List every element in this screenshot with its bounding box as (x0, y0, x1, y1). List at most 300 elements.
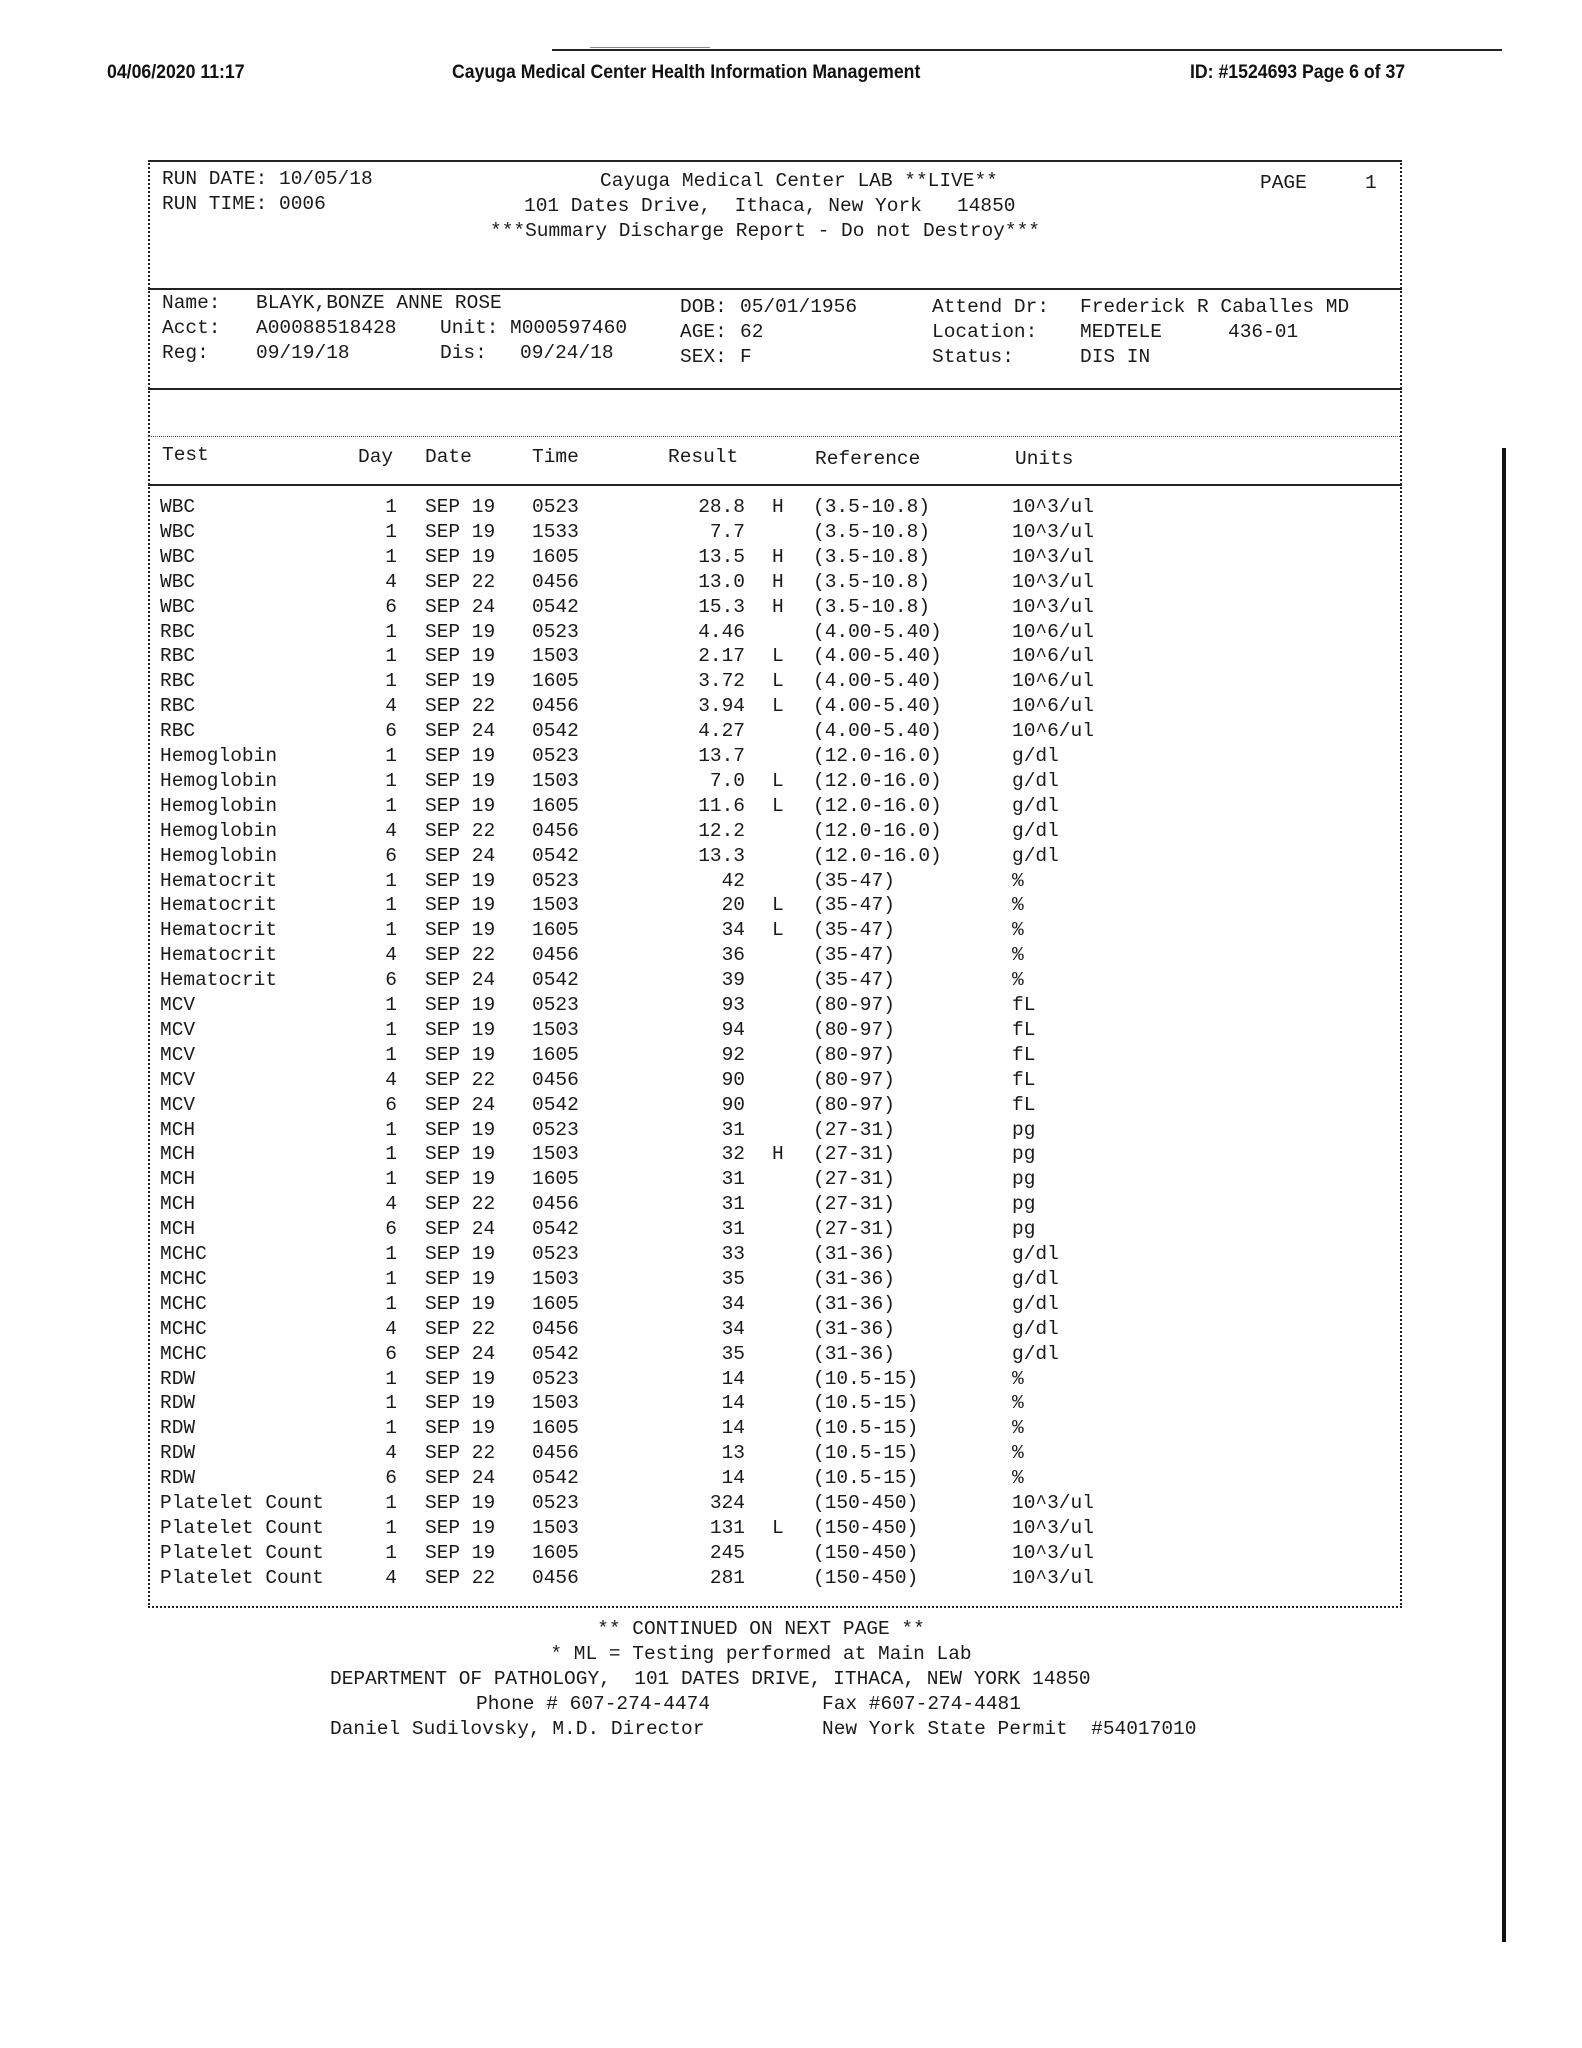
cell-result: 13.5 (698, 545, 745, 568)
cell-time: 0523 (532, 496, 579, 518)
cell-test: MCHC (160, 1342, 207, 1365)
table-row (0, 1044, 1582, 1069)
cell-time: 1605 (532, 1541, 579, 1564)
cell-result: 34 (721, 919, 745, 942)
table-row (0, 1019, 1582, 1044)
cell-time: 1503 (532, 1143, 579, 1166)
cell-day: 1 (385, 1541, 397, 1564)
cell-day: 1 (385, 1492, 397, 1514)
table-row (0, 1094, 1582, 1119)
table-row (0, 994, 1582, 1019)
cell-test: Hematocrit (160, 969, 278, 992)
cell-date: SEP 19 (425, 1492, 496, 1514)
cell-date: SEP 22 (425, 819, 496, 842)
cell-time: 0542 (532, 969, 579, 992)
cell-date: SEP 24 (425, 1218, 496, 1241)
cell-date: SEP 22 (425, 1068, 496, 1091)
table-row (0, 1343, 1582, 1368)
cell-test: MCH (160, 1143, 196, 1166)
patient-name: BLAYK,BONZE ANNE ROSE (256, 292, 502, 314)
sex-label: SEX: (680, 346, 727, 368)
cell-test: RBC (160, 695, 196, 718)
cell-day: 1 (385, 919, 397, 942)
cell-time: 0523 (532, 994, 579, 1016)
cell-date: SEP 19 (425, 1267, 496, 1290)
cell-test: MCHC (160, 1267, 207, 1290)
cell-units: 10^6/ul (1012, 620, 1094, 643)
table-row (0, 1392, 1582, 1417)
cell-day: 6 (385, 1467, 397, 1490)
cell-day: 1 (385, 520, 397, 543)
cell-result: 4.27 (698, 720, 745, 743)
cell-test: Hemoglobin (160, 844, 278, 867)
cell-date: SEP 22 (425, 944, 496, 967)
cell-units: 10^3/ul (1012, 570, 1094, 593)
continued-notice: ** CONTINUED ON NEXT PAGE ** (597, 1618, 925, 1640)
cell-result: 33 (721, 1243, 745, 1265)
cell-reference: (10.5-15) (813, 1467, 919, 1490)
status-label: Status: (932, 346, 1014, 368)
cell-units: pg (1012, 1143, 1036, 1166)
table-row (0, 919, 1582, 944)
cell-test: MCV (160, 1018, 196, 1041)
cell-units: g/dl (1012, 819, 1059, 842)
cell-day: 4 (385, 1566, 397, 1589)
cell-date: SEP 19 (425, 1018, 496, 1041)
room-number: 436-01 (1228, 321, 1299, 343)
cell-day: 1 (385, 769, 397, 792)
cell-flag: H (772, 570, 784, 593)
header-rule (552, 49, 1502, 51)
cell-units: 10^3/ul (1012, 595, 1094, 618)
cell-reference: (4.00-5.40) (813, 670, 942, 693)
cell-units: 10^3/ul (1012, 1566, 1094, 1589)
cell-time: 1503 (532, 645, 579, 668)
table-row (0, 546, 1582, 571)
table-row (0, 894, 1582, 919)
cell-units: g/dl (1012, 1292, 1059, 1315)
cell-time: 1605 (532, 1043, 579, 1066)
cell-reference: (3.5-10.8) (813, 595, 931, 618)
table-row (0, 1567, 1582, 1592)
cell-test: Hematocrit (160, 894, 278, 917)
cell-test: RDW (160, 1467, 196, 1490)
table-row (0, 944, 1582, 969)
cell-date: SEP 19 (425, 769, 496, 792)
table-row (0, 496, 1582, 521)
cell-test: MCH (160, 1168, 196, 1191)
cell-day: 6 (385, 1342, 397, 1365)
cell-reference: (4.00-5.40) (813, 695, 942, 718)
cell-test: RBC (160, 670, 196, 693)
cell-reference: (10.5-15) (813, 1392, 919, 1415)
cell-date: SEP 24 (425, 969, 496, 992)
run-time: 0006 (279, 193, 326, 215)
cell-day: 6 (385, 1093, 397, 1116)
cell-test: RBC (160, 720, 196, 743)
scan-edge-bar (1502, 448, 1506, 1942)
cell-units: 10^3/ul (1012, 496, 1094, 518)
cell-time: 0456 (532, 1068, 579, 1091)
cell-result: 14 (721, 1467, 745, 1490)
cell-day: 1 (385, 670, 397, 693)
cell-test: Hematocrit (160, 869, 278, 892)
cell-result: 28.8 (698, 496, 745, 518)
cell-reference: (27-31) (813, 1168, 895, 1191)
cell-reference: (35-47) (813, 919, 895, 942)
cell-time: 0456 (532, 695, 579, 718)
cell-time: 1605 (532, 794, 579, 817)
table-row (0, 745, 1582, 770)
cell-result: 3.94 (698, 695, 745, 718)
department-address: DEPARTMENT OF PATHOLOGY, 101 DATES DRIVE, ITHACA, NEW YORK 14850 (330, 1668, 1091, 1690)
cell-test: RDW (160, 1417, 196, 1440)
cell-units: fL (1012, 1068, 1036, 1091)
cell-units: 10^6/ul (1012, 645, 1094, 668)
cell-result: 93 (721, 994, 745, 1016)
cell-date: SEP 19 (425, 645, 496, 668)
cell-result: 3.72 (698, 670, 745, 693)
cell-flag: L (772, 695, 784, 718)
cell-test: RBC (160, 645, 196, 668)
cell-time: 1503 (532, 894, 579, 917)
cell-test: Platelet Count (160, 1492, 324, 1514)
cell-reference: (12.0-16.0) (813, 794, 942, 817)
cell-date: SEP 22 (425, 1317, 496, 1340)
cell-date: SEP 24 (425, 1342, 496, 1365)
cell-time: 0456 (532, 1442, 579, 1465)
cell-time: 1533 (532, 520, 579, 543)
cell-test: Platelet Count (160, 1566, 324, 1589)
cell-units: % (1012, 1467, 1024, 1490)
cell-units: 10^6/ul (1012, 720, 1094, 743)
table-row (0, 1442, 1582, 1467)
cell-test: MCV (160, 1068, 196, 1091)
cell-time: 1605 (532, 670, 579, 693)
cell-flag: H (772, 595, 784, 618)
table-row (0, 720, 1582, 745)
cell-units: pg (1012, 1118, 1036, 1141)
account-number: A00088518428 (256, 317, 397, 339)
cell-result: 11.6 (698, 794, 745, 817)
cell-reference: (31-36) (813, 1243, 895, 1265)
cell-reference: (10.5-15) (813, 1442, 919, 1465)
page-number: 1 (1365, 172, 1377, 194)
cell-result: 15.3 (698, 595, 745, 618)
table-row (0, 1417, 1582, 1442)
col-header-date: Date (425, 446, 472, 468)
cell-time: 0542 (532, 1467, 579, 1490)
cell-day: 6 (385, 595, 397, 618)
cell-result: 90 (721, 1068, 745, 1091)
cell-result: 92 (721, 1043, 745, 1066)
cell-date: SEP 19 (425, 1516, 496, 1539)
cell-result: 35 (721, 1342, 745, 1365)
cell-time: 0456 (532, 570, 579, 593)
cell-time: 1605 (532, 1168, 579, 1191)
cell-day: 4 (385, 1317, 397, 1340)
cell-reference: (31-36) (813, 1292, 895, 1315)
cell-time: 0523 (532, 1492, 579, 1514)
cell-date: SEP 19 (425, 994, 496, 1016)
cell-test: Hematocrit (160, 944, 278, 967)
cell-units: g/dl (1012, 745, 1059, 767)
cell-day: 1 (385, 1292, 397, 1315)
cell-day: 6 (385, 844, 397, 867)
cell-test: Hemoglobin (160, 769, 278, 792)
cell-result: 32 (721, 1143, 745, 1166)
cell-result: 131 (709, 1516, 745, 1539)
cell-test: RDW (160, 1367, 196, 1390)
table-row (0, 1218, 1582, 1243)
cell-test: MCHC (160, 1292, 207, 1315)
run-date: 10/05/18 (279, 168, 373, 190)
cell-time: 1503 (532, 769, 579, 792)
table-row (0, 1368, 1582, 1393)
cell-date: SEP 19 (425, 919, 496, 942)
cell-reference: (3.5-10.8) (813, 520, 931, 543)
cell-flag: L (772, 919, 784, 942)
scan-artifact-line (590, 47, 710, 48)
cell-result: 2.17 (698, 645, 745, 668)
column-header-divider (148, 484, 1402, 486)
cell-day: 1 (385, 1118, 397, 1141)
attend-label: Attend Dr: (932, 296, 1050, 318)
cell-time: 1605 (532, 919, 579, 942)
cell-units: 10^6/ul (1012, 670, 1094, 693)
cell-test: RDW (160, 1392, 196, 1415)
cell-test: Platelet Count (160, 1516, 324, 1539)
cell-date: SEP 24 (425, 844, 496, 867)
registration-date: 09/19/18 (256, 342, 350, 364)
cell-reference: (150-450) (813, 1566, 919, 1589)
cell-units: fL (1012, 994, 1036, 1016)
cell-reference: (35-47) (813, 869, 895, 892)
patient-age: 62 (740, 321, 764, 343)
cell-time: 0523 (532, 620, 579, 643)
cell-units: 10^3/ul (1012, 1541, 1094, 1564)
cell-result: 14 (721, 1417, 745, 1440)
cell-reference: (35-47) (813, 894, 895, 917)
cell-result: 12.2 (698, 819, 745, 842)
cell-date: SEP 24 (425, 595, 496, 618)
table-row (0, 1517, 1582, 1542)
run-date-line (162, 168, 373, 190)
dob-label: DOB: (680, 296, 727, 318)
cell-result: 4.46 (698, 620, 745, 643)
cell-result: 42 (721, 869, 745, 892)
cell-units: fL (1012, 1018, 1036, 1041)
age-label: AGE: (680, 321, 727, 343)
cell-reference: (10.5-15) (813, 1367, 919, 1390)
cell-time: 0523 (532, 1118, 579, 1141)
cell-result: 36 (721, 944, 745, 967)
blank-band-divider (148, 436, 1402, 437)
cell-result: 13.3 (698, 844, 745, 867)
cell-units: fL (1012, 1093, 1036, 1116)
cell-date: SEP 22 (425, 570, 496, 593)
cell-date: SEP 19 (425, 745, 496, 767)
cell-day: 1 (385, 1143, 397, 1166)
location: MEDTELE (1080, 321, 1162, 343)
document-source-title: Cayuga Medical Center Health Information Management (452, 62, 921, 83)
cell-time: 0456 (532, 819, 579, 842)
cell-result: 31 (721, 1193, 745, 1216)
cell-reference: (12.0-16.0) (813, 745, 942, 767)
cell-test: MCV (160, 1093, 196, 1116)
table-row (0, 1243, 1582, 1268)
patient-status: DIS IN (1080, 346, 1151, 368)
cell-reference: (3.5-10.8) (813, 496, 931, 518)
cell-result: 31 (721, 1168, 745, 1191)
cell-units: % (1012, 1367, 1024, 1390)
cell-reference: (80-97) (813, 1093, 895, 1116)
cell-date: SEP 22 (425, 1193, 496, 1216)
cell-time: 0523 (532, 1243, 579, 1265)
cell-result: 13.0 (698, 570, 745, 593)
cell-date: SEP 22 (425, 695, 496, 718)
cell-day: 1 (385, 1417, 397, 1440)
cell-units: % (1012, 1392, 1024, 1415)
cell-units: 10^3/ul (1012, 1492, 1094, 1514)
cell-units: g/dl (1012, 1342, 1059, 1365)
cell-units: 10^6/ul (1012, 695, 1094, 718)
cell-reference: (27-31) (813, 1118, 895, 1141)
cell-day: 6 (385, 1218, 397, 1241)
cell-reference: (4.00-5.40) (813, 620, 942, 643)
cell-result: 324 (709, 1492, 745, 1514)
cell-date: SEP 19 (425, 520, 496, 543)
cell-result: 13.7 (698, 745, 745, 767)
cell-day: 4 (385, 944, 397, 967)
lab-address: 101 Dates Drive, Ithaca, New York 14850 (524, 195, 1016, 217)
cell-units: % (1012, 944, 1024, 967)
patient-divider (148, 388, 1402, 390)
cell-day: 1 (385, 1367, 397, 1390)
fax-number: Fax #607-274-4481 (822, 1693, 1021, 1715)
cell-test: RDW (160, 1442, 196, 1465)
cell-time: 0542 (532, 1342, 579, 1365)
cell-test: Hemoglobin (160, 745, 278, 767)
table-row (0, 870, 1582, 895)
cell-reference: (4.00-5.40) (813, 645, 942, 668)
cell-result: 39 (721, 969, 745, 992)
cell-date: SEP 19 (425, 1541, 496, 1564)
col-header-time: Time (532, 446, 579, 468)
table-row (0, 695, 1582, 720)
cell-test: WBC (160, 595, 196, 618)
cell-reference: (35-47) (813, 969, 895, 992)
table-row (0, 1168, 1582, 1193)
cell-result: 94 (721, 1018, 745, 1041)
cell-reference: (12.0-16.0) (813, 819, 942, 842)
cell-test: Platelet Count (160, 1541, 324, 1564)
cell-reference: (10.5-15) (813, 1417, 919, 1440)
cell-units: g/dl (1012, 769, 1059, 792)
cell-reference: (27-31) (813, 1218, 895, 1241)
cell-test: WBC (160, 496, 196, 518)
table-row (0, 670, 1582, 695)
location-label: Location: (932, 321, 1038, 343)
cell-time: 1605 (532, 1417, 579, 1440)
report-top-rule (148, 160, 1402, 162)
cell-result: 35 (721, 1267, 745, 1290)
table-row (0, 1143, 1582, 1168)
cell-day: 1 (385, 894, 397, 917)
table-row (0, 1119, 1582, 1144)
cell-date: SEP 19 (425, 1168, 496, 1191)
cell-date: SEP 19 (425, 1243, 496, 1265)
cell-date: SEP 19 (425, 1043, 496, 1066)
cell-day: 4 (385, 1068, 397, 1091)
table-row (0, 1293, 1582, 1318)
cell-day: 4 (385, 695, 397, 718)
cell-date: SEP 19 (425, 545, 496, 568)
attending-doctor: Frederick R Caballes MD (1080, 296, 1350, 318)
dis-label: Dis: (440, 342, 487, 364)
discharge-date: 09/24/18 (520, 342, 614, 364)
cell-test: MCV (160, 1043, 196, 1066)
table-row (0, 1467, 1582, 1492)
col-header-units: Units (1015, 448, 1074, 470)
cell-test: MCHC (160, 1317, 207, 1340)
cell-flag: L (772, 794, 784, 817)
table-row (0, 1492, 1582, 1517)
cell-day: 4 (385, 819, 397, 842)
cell-day: 4 (385, 1193, 397, 1216)
cell-reference: (12.0-16.0) (813, 769, 942, 792)
cell-date: SEP 19 (425, 894, 496, 917)
table-row (0, 845, 1582, 870)
cell-day: 1 (385, 1392, 397, 1415)
cell-units: pg (1012, 1218, 1036, 1241)
cell-units: % (1012, 894, 1024, 917)
cell-day: 1 (385, 496, 397, 518)
cell-result: 31 (721, 1118, 745, 1141)
table-row (0, 1193, 1582, 1218)
cell-date: SEP 19 (425, 670, 496, 693)
cell-date: SEP 22 (425, 1442, 496, 1465)
cell-day: 6 (385, 969, 397, 992)
cell-time: 0456 (532, 1193, 579, 1216)
col-header-day: Day (358, 446, 394, 468)
cell-result: 13 (721, 1442, 745, 1465)
cell-units: % (1012, 1442, 1024, 1465)
cell-units: pg (1012, 1168, 1036, 1191)
cell-reference: (4.00-5.40) (813, 720, 942, 743)
patient-sex: F (740, 346, 752, 368)
cell-reference: (12.0-16.0) (813, 844, 942, 867)
table-row (0, 571, 1582, 596)
cell-reference: (3.5-10.8) (813, 570, 931, 593)
cell-test: MCV (160, 994, 196, 1016)
cell-date: SEP 19 (425, 1292, 496, 1315)
cell-test: MCH (160, 1118, 196, 1141)
col-header-result: Result (668, 446, 739, 468)
cell-day: 4 (385, 570, 397, 593)
cell-flag: L (772, 670, 784, 693)
cell-result: 245 (709, 1541, 745, 1564)
cell-day: 1 (385, 1168, 397, 1191)
cell-time: 0542 (532, 595, 579, 618)
cell-flag: H (772, 545, 784, 568)
cell-day: 4 (385, 1442, 397, 1465)
name-label: Name: (162, 292, 221, 314)
cell-test: WBC (160, 545, 196, 568)
table-row (0, 621, 1582, 646)
cell-time: 0456 (532, 1317, 579, 1340)
cell-flag: H (772, 496, 784, 518)
